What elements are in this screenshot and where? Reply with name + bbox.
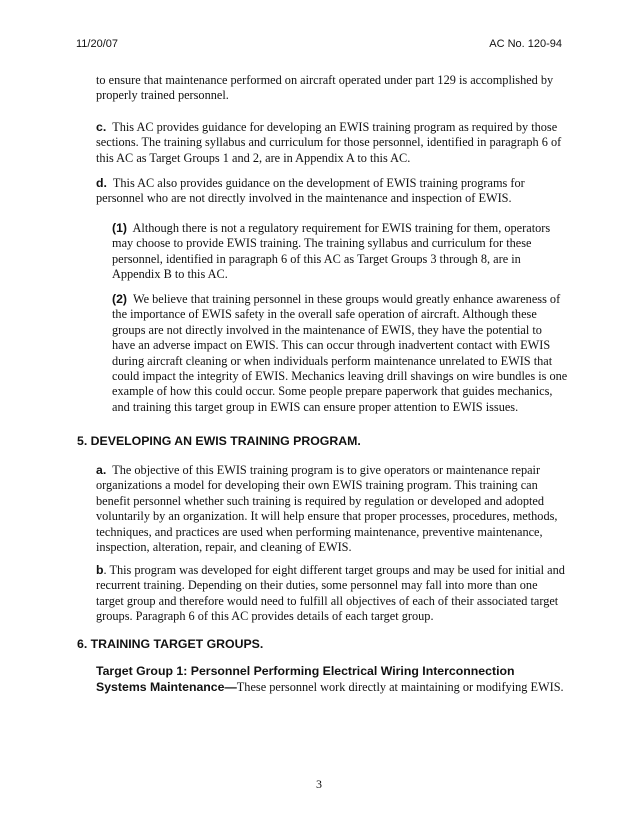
paragraph-c	[96, 120, 568, 166]
paragraph-d1	[112, 221, 568, 283]
section-5-heading: 5. DEVELOPING AN EWIS TRAINING PROGRAM.	[77, 434, 361, 448]
section-5-paragraph-b	[96, 563, 568, 625]
header-date: 11/20/07	[76, 38, 119, 50]
paragraph-c-text: This AC provides guidance for developing an EWIS training program as required by those sections. The training syllabus and curriculum for those personnel, identified in paragraph 6 of this AC as Target Groups 1 and 2, are in Appendix A to this AC.	[96, 120, 562, 165]
header-doc-number: AC No. 120-94	[489, 38, 562, 50]
paragraph-d	[96, 176, 568, 207]
paragraph-d2-label: (2)	[112, 292, 128, 306]
paragraph-d-text: This AC also provides guidance on the development of EWIS training programs for personnel who are not directly involved in the maintenance and inspection of EWIS.	[96, 176, 525, 206]
paragraph-d-label: d.	[96, 176, 107, 190]
paragraph-d2	[112, 292, 568, 415]
section-5-paragraph-a-label: a.	[96, 463, 107, 477]
paragraph-c-label: c.	[96, 120, 107, 134]
page-number: 3	[316, 777, 322, 791]
target-group-1-title: Target Group 1: Personnel Performing Electrical Wiring Interconnection Systems Maintenance—	[96, 664, 515, 694]
continuation-paragraph: to ensure that maintenance performed on aircraft operated under part 129 is accomplished by properly trained personnel.	[96, 73, 554, 103]
paragraph-d1-text: Although there is not a regulatory requirement for EWIS training for them, operators may choose to provide EWIS training. The training syllabus and curriculum for these personnel, identified in paragraph 6 of this AC as Target Groups 3 through 8, are in Appendix B to this AC.	[112, 221, 551, 282]
section-5-paragraph-a-text: The objective of this EWIS training program is to give operators or maintenance repair organizations a model for developing their own EWIS training program. This training can benefit personnel whether such training is required by regulation or developed and adopted voluntarily by an organization. It will help ensure that proper processes, procedures, methods, techniques, and practices are used when performing maintenance, preventive maintenance, inspection, alteration, repair, and cleaning of EWIS.	[96, 463, 558, 555]
section-6-heading: 6. TRAINING TARGET GROUPS.	[77, 637, 264, 651]
target-group-1-paragraph	[96, 664, 568, 695]
target-group-1-text: These personnel work directly at maintaining or modifying EWIS.	[236, 679, 564, 694]
section-5-paragraph-b-text: . This program was developed for eight different target groups and may be used for initial and recurrent training. Depending on their duties, some personnel may fall into more than one target group and therefore would need to fulfill all objectives of each of their associated target groups. Paragraph 6 of this AC provides details of each target group.	[96, 563, 565, 624]
paragraph-d2-text: We believe that training personnel in these groups would greatly enhance awareness of the importance of EWIS safety in the overall safe operation of aircraft. Although these groups are not directly involved in the maintenance of EWIS, they have the potential to have an adverse impact on EWIS. This can occur through inadvertent contact with EWIS during aircraft cleaning or when individuals perform maintenance unrelated to EWIS that could impact the integrity of EWIS. Mechanics leaving drill shavings on wire bundles is one example of how this could occur. Some people prepare paperwork that guides mechanics, and training this target group in EWIS can ensure proper attention to EWIS issues.	[112, 292, 568, 414]
section-5-paragraph-b-label: b	[96, 563, 104, 577]
paragraph-d1-label: (1)	[112, 221, 128, 235]
section-5-paragraph-a	[96, 463, 568, 555]
